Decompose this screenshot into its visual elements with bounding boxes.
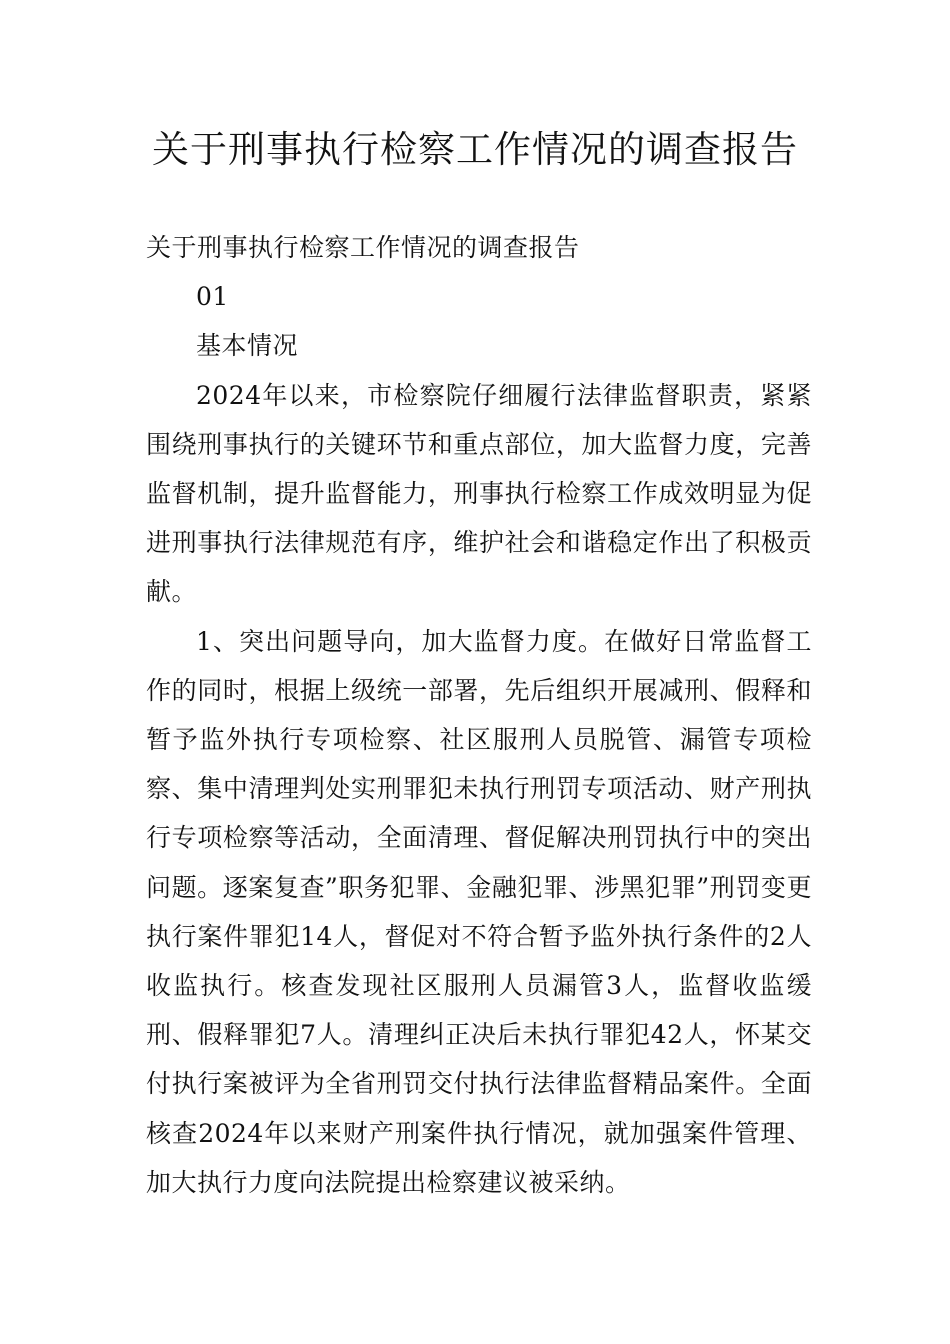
document-title: 关于刑事执行检察工作情况的调查报告	[152, 128, 798, 171]
document-subtitle: 关于刑事执行检察工作情况的调查报告	[146, 233, 580, 262]
section-number: 01	[196, 282, 229, 312]
document-body	[146, 223, 812, 1207]
section-heading: 基本情况	[196, 331, 299, 361]
paragraph-basic-situation: 2024年以来，市检察院仔细履行法律监督职责，紧紧围绕刑事执行的关键环节和重点部位，加大监督力度，完善监督机制，提升监督能力，刑事执行检察工作成效明显为促进刑事执行法律规范有序，维护社会和谐稳定作出了积极贡献。	[146, 380, 812, 607]
paragraph-problem-oriented: 1、突出问题导向，加大监督力度。在做好日常监督工作的同时，根据上级统一部署，先后组织开展减刑、假释和暂予监外执行专项检察、社区服刑人员脱管、漏管专项检察、集中清理判处实刑罪犯未执行刑罚专项活动、财产刑执行专项检察等活动，全面清理、督促解决刑罚执行中的突出问题。逐案复查”职务犯罪、金融犯罪、涉黑犯罪”刑罚变更执行案件罪犯14人，督促对不符合暂予监外执行条件的2人收监执行。核查发现社区服刑人员漏管3人，监督收监缓刑、假释罪犯7人。清理纠正决后未执行罪犯42人，怀某交付执行案被评为全省刑罚交付执行法律监督精品案件。全面核查2024年以来财产刑案件执行情况，就加强案件管理、加大执行力度向法院提出检察建议被采纳。	[146, 626, 812, 1197]
